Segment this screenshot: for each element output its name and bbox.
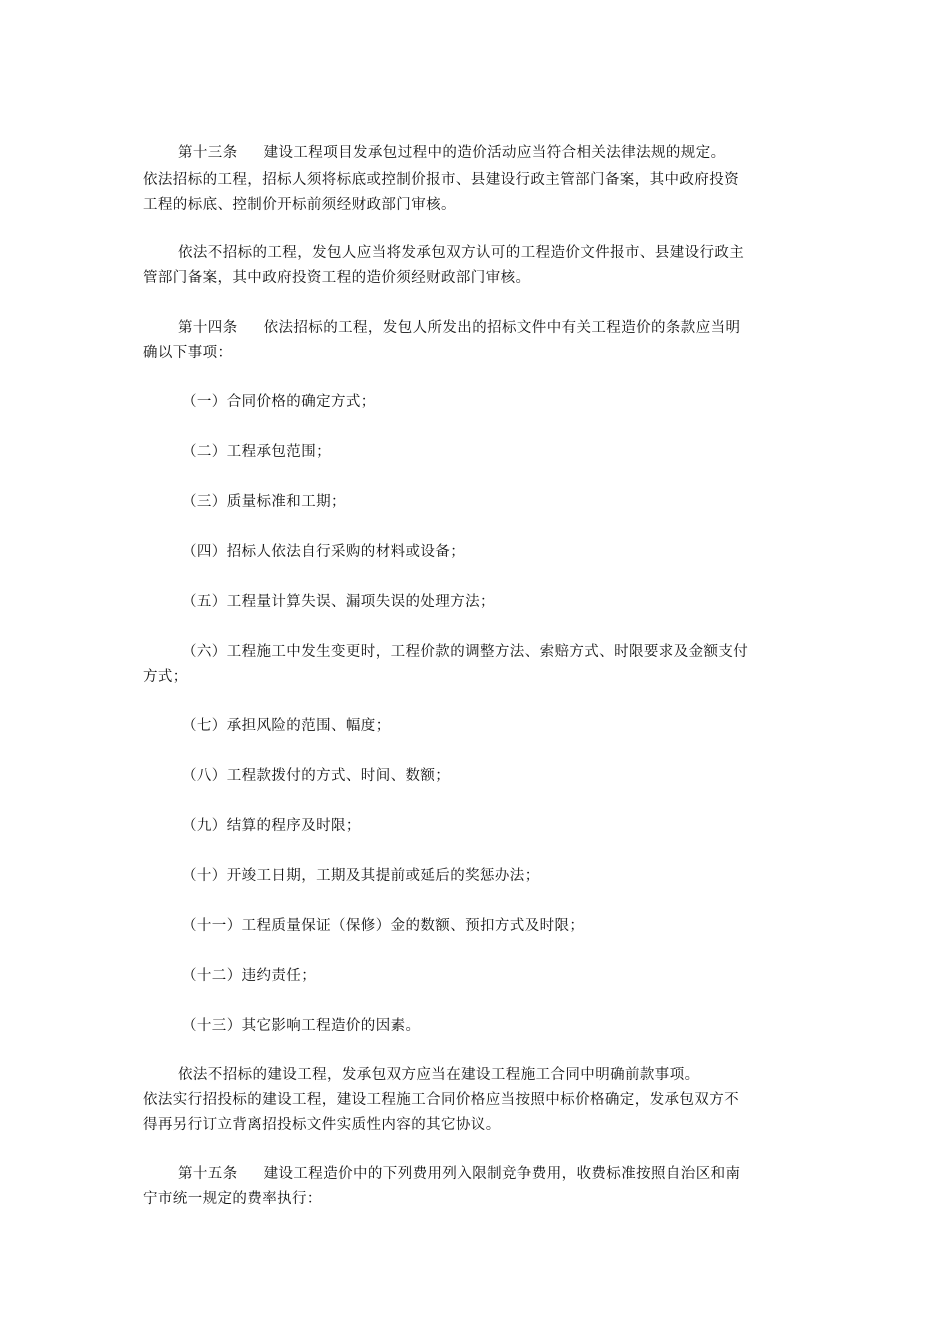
article-13-text-1: 建设工程项目发承包过程中的造价活动应当符合相关法律法规的规定。: [263, 145, 726, 161]
list-item: （五）工程量计算失误、漏项失误的处理方法；: [182, 594, 495, 610]
list-item: （一）合同价格的确定方式；: [182, 394, 376, 410]
article-15-label: 第十五条: [178, 1166, 238, 1182]
article-13-line-1: [178, 140, 726, 166]
list-item: （九）结算的程序及时限；: [182, 818, 361, 834]
list-item-continuation: 方式；: [143, 669, 188, 685]
list-item: （三）质量标准和工期；: [182, 494, 346, 510]
article-14-text-1: 依法招标的工程，发包人所发出的招标文件中有关工程造价的条款应当明: [263, 320, 741, 336]
article-14-label: 第十四条: [178, 320, 238, 336]
article-15-line-2: 宁市统一规定的费率执行：: [143, 1191, 322, 1207]
list-item: （四）招标人依法自行采购的材料或设备；: [182, 544, 466, 560]
article-14-line-1: [178, 315, 740, 341]
article-14-after-line-3: 得再另行订立背离招投标文件实质性内容的其它协议。: [143, 1117, 501, 1133]
list-item: （七）承担风险的范围、幅度；: [182, 718, 391, 734]
list-item: （二）工程承包范围；: [182, 444, 331, 460]
article-13-label: 第十三条: [178, 145, 238, 161]
article-14-after-line-1: 依法不招标的建设工程，发承包双方应当在建设工程施工合同中明确前款事项。: [178, 1067, 700, 1083]
list-item: （十三）其它影响工程造价的因素。: [182, 1018, 421, 1034]
list-item: （十）开竣工日期，工期及其提前或延后的奖惩办法；: [182, 868, 540, 884]
article-15-line-1: [178, 1161, 740, 1187]
list-item: （十二）违约责任；: [182, 968, 317, 984]
article-15-text-1: 建设工程造价中的下列费用列入限制竞争费用，收费标准按照自治区和南: [263, 1166, 741, 1182]
article-14-line-2: 确以下事项：: [143, 345, 233, 361]
article-13-p2-line-2: 管部门备案，其中政府投资工程的造价须经财政部门审核。: [143, 270, 531, 286]
list-item: （八）工程款拨付的方式、时间、数额；: [182, 768, 451, 784]
article-13-p2-line-1: 依法不招标的工程，发包人应当将发承包双方认可的工程造价文件报市、县建设行政主: [178, 245, 745, 261]
list-item: （十一）工程质量保证（保修）金的数额、预扣方式及时限；: [182, 918, 585, 934]
article-13-line-2: 依法招标的工程，招标人须将标底或控制价报市、县建设行政主管部门备案，其中政府投资: [143, 172, 739, 188]
article-13-line-3: 工程的标底、控制价开标前须经财政部门审核。: [143, 197, 456, 213]
list-item: （六）工程施工中发生变更时，工程价款的调整方法、索赔方式、时限要求及金额支付: [182, 644, 749, 660]
article-14-after-line-2: 依法实行招投标的建设工程，建设工程施工合同价格应当按照中标价格确定，发承包双方不: [143, 1092, 739, 1108]
